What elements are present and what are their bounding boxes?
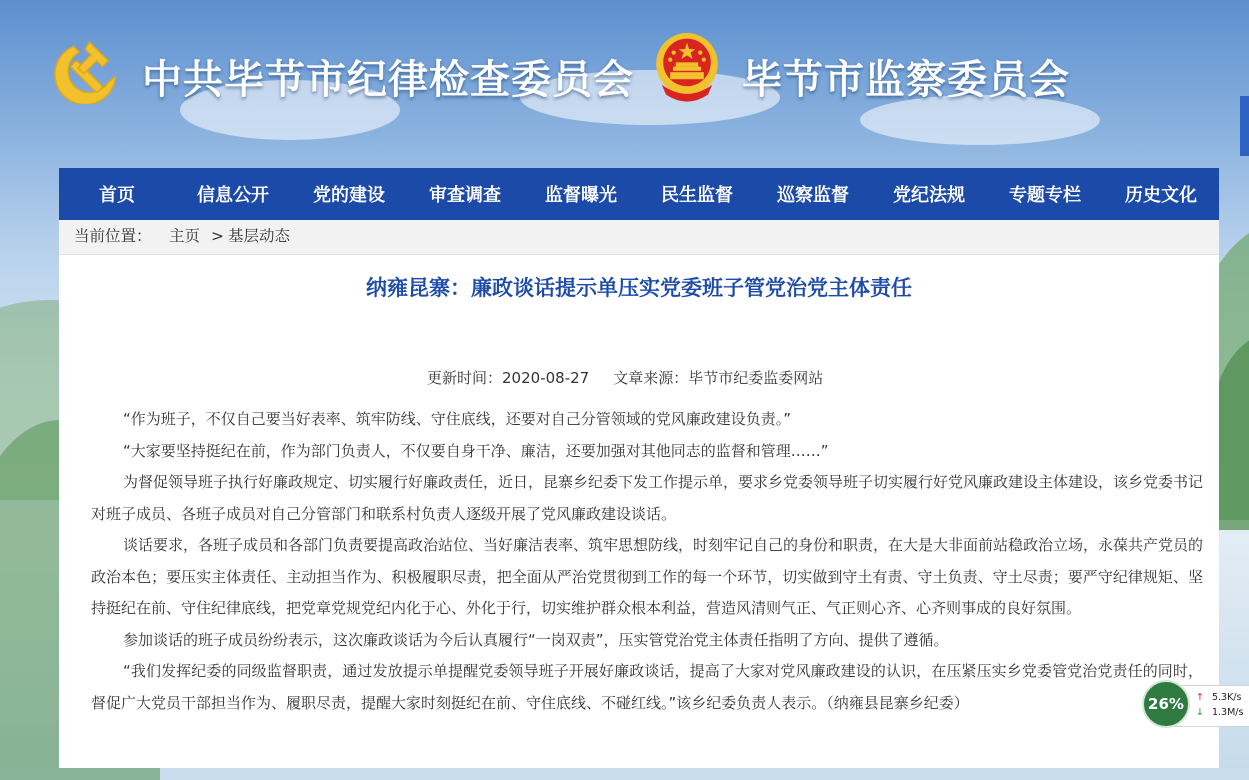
article-paragraph: “作为班子，不仅自己要当好表率、筑牢防线、守住底线，还要对自己分管领域的党风廉政建设负责。”	[123, 410, 792, 428]
nav-supervision-exposure[interactable]: 监督曝光	[545, 185, 617, 206]
nav-party-building[interactable]: 党的建设	[313, 185, 385, 206]
nav-home[interactable]: 首页	[99, 185, 135, 206]
source-value: 毕节市纪委监委网站	[688, 369, 824, 387]
nav-info-disclosure[interactable]: 信息公开	[197, 185, 269, 206]
network-speed-widget[interactable]	[1142, 680, 1249, 730]
article-title: 纳雍昆寨：廉政谈话提示单压实党委班子管党治党主体责任	[366, 276, 912, 300]
upload-speed	[1196, 692, 1241, 703]
breadcrumb-separator: >	[211, 227, 224, 245]
article-paragraph: 为督促领导班子执行好廉政规定、切实履行好廉政责任，近日，昆寨乡纪委下发工作提示单，要求乡党委领导班子切实履行好党风廉政建设主体建设，该乡党委书记对班子成员、各班子成员对自己分管部门和联系村负责人逐级开展了党风廉政建设谈话。	[91, 473, 1204, 523]
article-paragraph: 谈话要求，各班子成员和各部门负责要提高政治站位、当好廉洁表率、筑牢思想防线，时刻牢记自己的身份和职责，在大是大非面前站稳政治立场，永葆共产党员的政治本色；要压实主体责任、主动担当作为、积极履职尽责，把全面从严治党贯彻到工作的每一个环节，切实做到守土有责、守土负责、守土尽责；要严守纪律规矩、坚持挺纪在前、守住纪律底线，把党章党规党纪内化于心、外化于行，切实维护群众根本利益，营造风清则气正、气正则心齐、心齐则事成的良好氛围。	[91, 536, 1204, 617]
nav-special-topics[interactable]: 专题专栏	[1009, 185, 1081, 206]
download-speed	[1196, 707, 1243, 718]
source-label: 文章来源：	[613, 369, 689, 387]
article-body	[91, 404, 1203, 719]
site-header	[0, 0, 1249, 168]
article-paragraph: “大家要坚持挺纪在前，作为部门负责人，不仅要自身干净、廉洁，还要加强对其他同志的监督和管理……”	[123, 441, 829, 460]
upload-arrow-icon: ↑	[1196, 692, 1204, 703]
updated-label: 更新时间：	[427, 369, 503, 387]
commission-title: 中共毕节市纪律检查委员会	[142, 57, 634, 103]
party-emblem-icon	[52, 32, 124, 104]
nav-history-culture[interactable]: 历史文化	[1125, 185, 1197, 206]
nav-party-rules[interactable]: 党纪法规	[893, 185, 965, 206]
upload-speed-value: 5.3K/s	[1211, 692, 1242, 703]
article-paragraph: “我们发挥纪委的同级监督职责，通过发放提示单提醒党委领导班子开展好廉政谈话，提高了大家对党风廉政建设的认识，在压紧压实乡党委管党治党责任的同时，督促广大党员干部担当作为、履职尽责，提醒大家时刻挺纪在前、守住底线、不碰红线。”该乡纪委负责人表示。（纳雍县昆寨乡纪委）	[91, 662, 1203, 712]
supervision-title: 毕节市监察委员会	[742, 57, 1070, 103]
nav-livelihood-supervision[interactable]: 民生监督	[661, 185, 733, 206]
breadcrumb-label: 当前位置：	[74, 227, 152, 245]
breadcrumb-current-link[interactable]: 基层动态	[228, 227, 291, 245]
download-speed-value: 1.3M/s	[1211, 707, 1244, 718]
side-scroll-tab[interactable]	[1240, 96, 1249, 156]
breadcrumb	[59, 220, 1219, 255]
cpu-usage-ring[interactable]: 26%	[1142, 680, 1190, 728]
nav-inspection[interactable]: 巡察监督	[777, 185, 849, 206]
nav-investigation[interactable]: 审查调查	[429, 185, 501, 206]
breadcrumb-home-link[interactable]: 主页	[169, 227, 201, 245]
download-arrow-icon: ↓	[1196, 707, 1204, 718]
state-emblem-icon	[652, 30, 722, 106]
article-card	[59, 220, 1219, 768]
updated-date: 2020-08-27	[502, 369, 590, 387]
article-paragraph: 参加谈话的班子成员纷纷表示，这次廉政谈话为今后认真履行“一岗双责”，压实管党治党主体责任指明了方向、提供了遵循。	[123, 630, 949, 649]
article-meta	[427, 367, 823, 388]
main-nav	[59, 168, 1219, 220]
